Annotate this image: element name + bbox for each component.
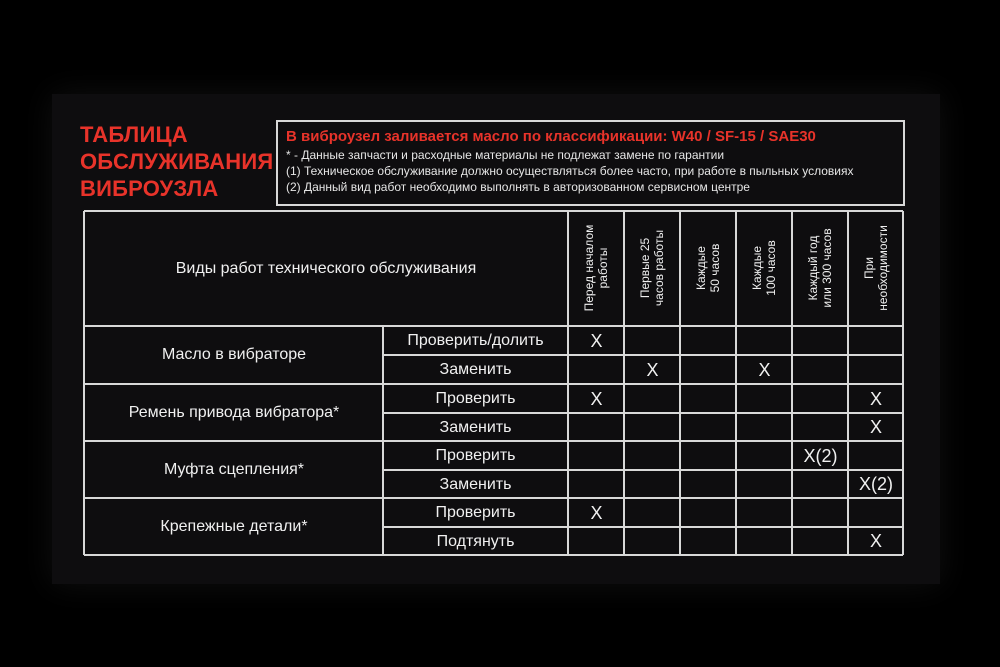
col-head-line: необходимости [876,225,890,311]
col-head-line: часов работы [652,229,666,307]
category-vibrator-belt: Ремень привода вибратора* [128,403,340,421]
schedule-mark: X [590,388,603,409]
schedule-mark: X [590,330,603,351]
action-label: Заменить [439,361,512,378]
schedule-mark: X(2) [803,445,838,466]
work-types-header: Виды работ технического обслуживания [175,260,477,277]
schedule-mark: X [869,388,882,409]
schedule-mark: X [590,502,603,523]
note-dusty-conditions: (1) Техническое обслуживание должно осуществляться более часто, при работе в пыльных условиях [286,164,854,178]
col-head-yearly-300h [806,228,834,307]
col-head-line: Каждые [694,246,708,291]
schedule-mark: X [869,417,882,437]
note-warranty: * - Данные запчасти и расходные материалы не подлежат замене по гарантии [286,148,725,162]
category-fasteners: Крепежные детали* [160,517,308,535]
col-head-line: или 300 часов [820,228,834,308]
note-service-center: (2) Данный вид работ необходимо выполнять в авторизованном сервисном центре [286,180,750,194]
col-head-line: работы [596,247,610,289]
info-box [276,120,905,206]
col-head-line: 50 часов [708,243,722,293]
col-head-every-100h [750,240,778,295]
schedule-mark: X [758,359,771,380]
schedule-mark: X [869,531,882,551]
schedule-mark: X(2) [858,474,893,494]
col-head-before-start [582,225,610,312]
col-head-first-25h [638,230,666,306]
col-head-line: Каждый год [806,235,820,301]
col-head-every-50h [694,244,722,293]
col-head-line: При [862,257,876,280]
col-head-line: Первые 25 [638,237,652,299]
title-line-2: ОБСЛУЖИВАНИЯ [80,149,274,174]
oil-classification-note: В виброузел заливается масло по классификации: W40 / SF-15 / SAE30 [286,128,816,145]
action-label: Проверить [435,390,516,407]
title-line-1: ТАБЛИЦА [80,122,188,147]
col-head-line: Перед началом [582,224,596,312]
title-line-3: ВИБРОУЗЛА [80,176,219,201]
action-label: Проверить [435,504,516,521]
col-head-line: Каждые [750,246,764,290]
action-label: Проверить [435,447,516,464]
category-vibrator-oil: Масло в вибраторе [161,346,307,363]
col-head-line: 100 часов [764,240,778,296]
schedule-mark: X [646,359,659,380]
action-label: Заменить [439,418,512,436]
plate-title [80,121,275,202]
action-label: Заменить [439,475,512,493]
action-label: Проверить/долить [407,332,544,349]
col-head-as-needed [862,225,890,311]
category-clutch: Муфта сцепления* [163,460,305,478]
action-label: Подтянуть [436,532,515,550]
